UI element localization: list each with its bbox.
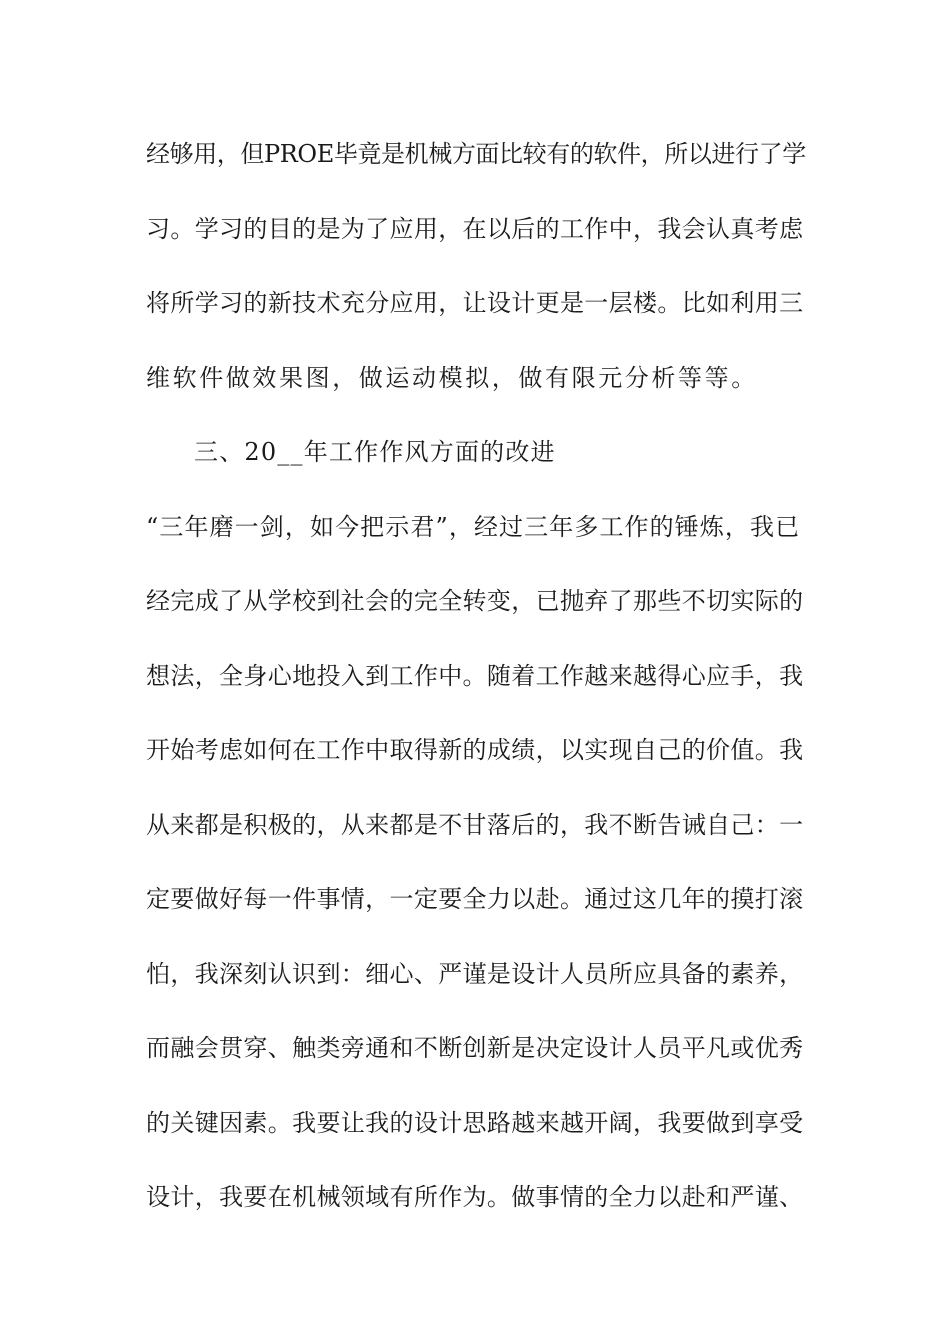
paragraph-line: 想法，全身心地投入到工作中。随着工作越来越得心应手，我 <box>146 661 804 690</box>
paragraph-line: 将所学习的新技术充分应用，让设计更是一层楼。比如利用三 <box>146 289 804 317</box>
section-heading: 三、20__年工作作风方面的改进 <box>194 438 556 466</box>
paragraph-line: 习。学习的目的是为了应用，在以后的工作中，我会认真考虑 <box>146 214 804 243</box>
paragraph-line: 开始考虑如何在工作中取得新的成绩，以实现自己的价值。我 <box>146 736 804 764</box>
paragraph-line: 维软件做效果图，做运动模拟，做有限元分析等等。 <box>146 363 758 392</box>
paragraph-line: 怕，我深刻认识到：细心、严谨是设计人员所应具备的素养， <box>146 959 804 988</box>
paragraph-line: 而融会贯穿、触类旁通和不断创新是决定设计人员平凡或优秀 <box>146 1034 804 1062</box>
paragraph-line: “三年磨一剑，如今把示君”，经过三年多工作的锤炼，我已 <box>146 512 801 541</box>
paragraph-line: 的关键因素。我要让我的设计思路越来越开阔，我要做到享受 <box>146 1108 804 1137</box>
paragraph-line: 定要做好每一件事情，一定要全力以赴。通过这几年的摸打滚 <box>146 885 804 913</box>
paragraph-line: 经完成了从学校到社会的完全转变，已抛弃了那些不切实际的 <box>146 587 804 615</box>
paragraph-line: 设计，我要在机械领域有所作为。做事情的全力以赴和严谨、 <box>146 1183 804 1211</box>
paragraph-line: 从来都是积极的，从来都是不甘落后的，我不断告诫自己：一 <box>146 810 804 839</box>
document-body <box>146 132 806 1250</box>
paragraph-line: 经够用，但PROE毕竟是机械方面比较有的软件，所以进行了学 <box>146 140 806 168</box>
